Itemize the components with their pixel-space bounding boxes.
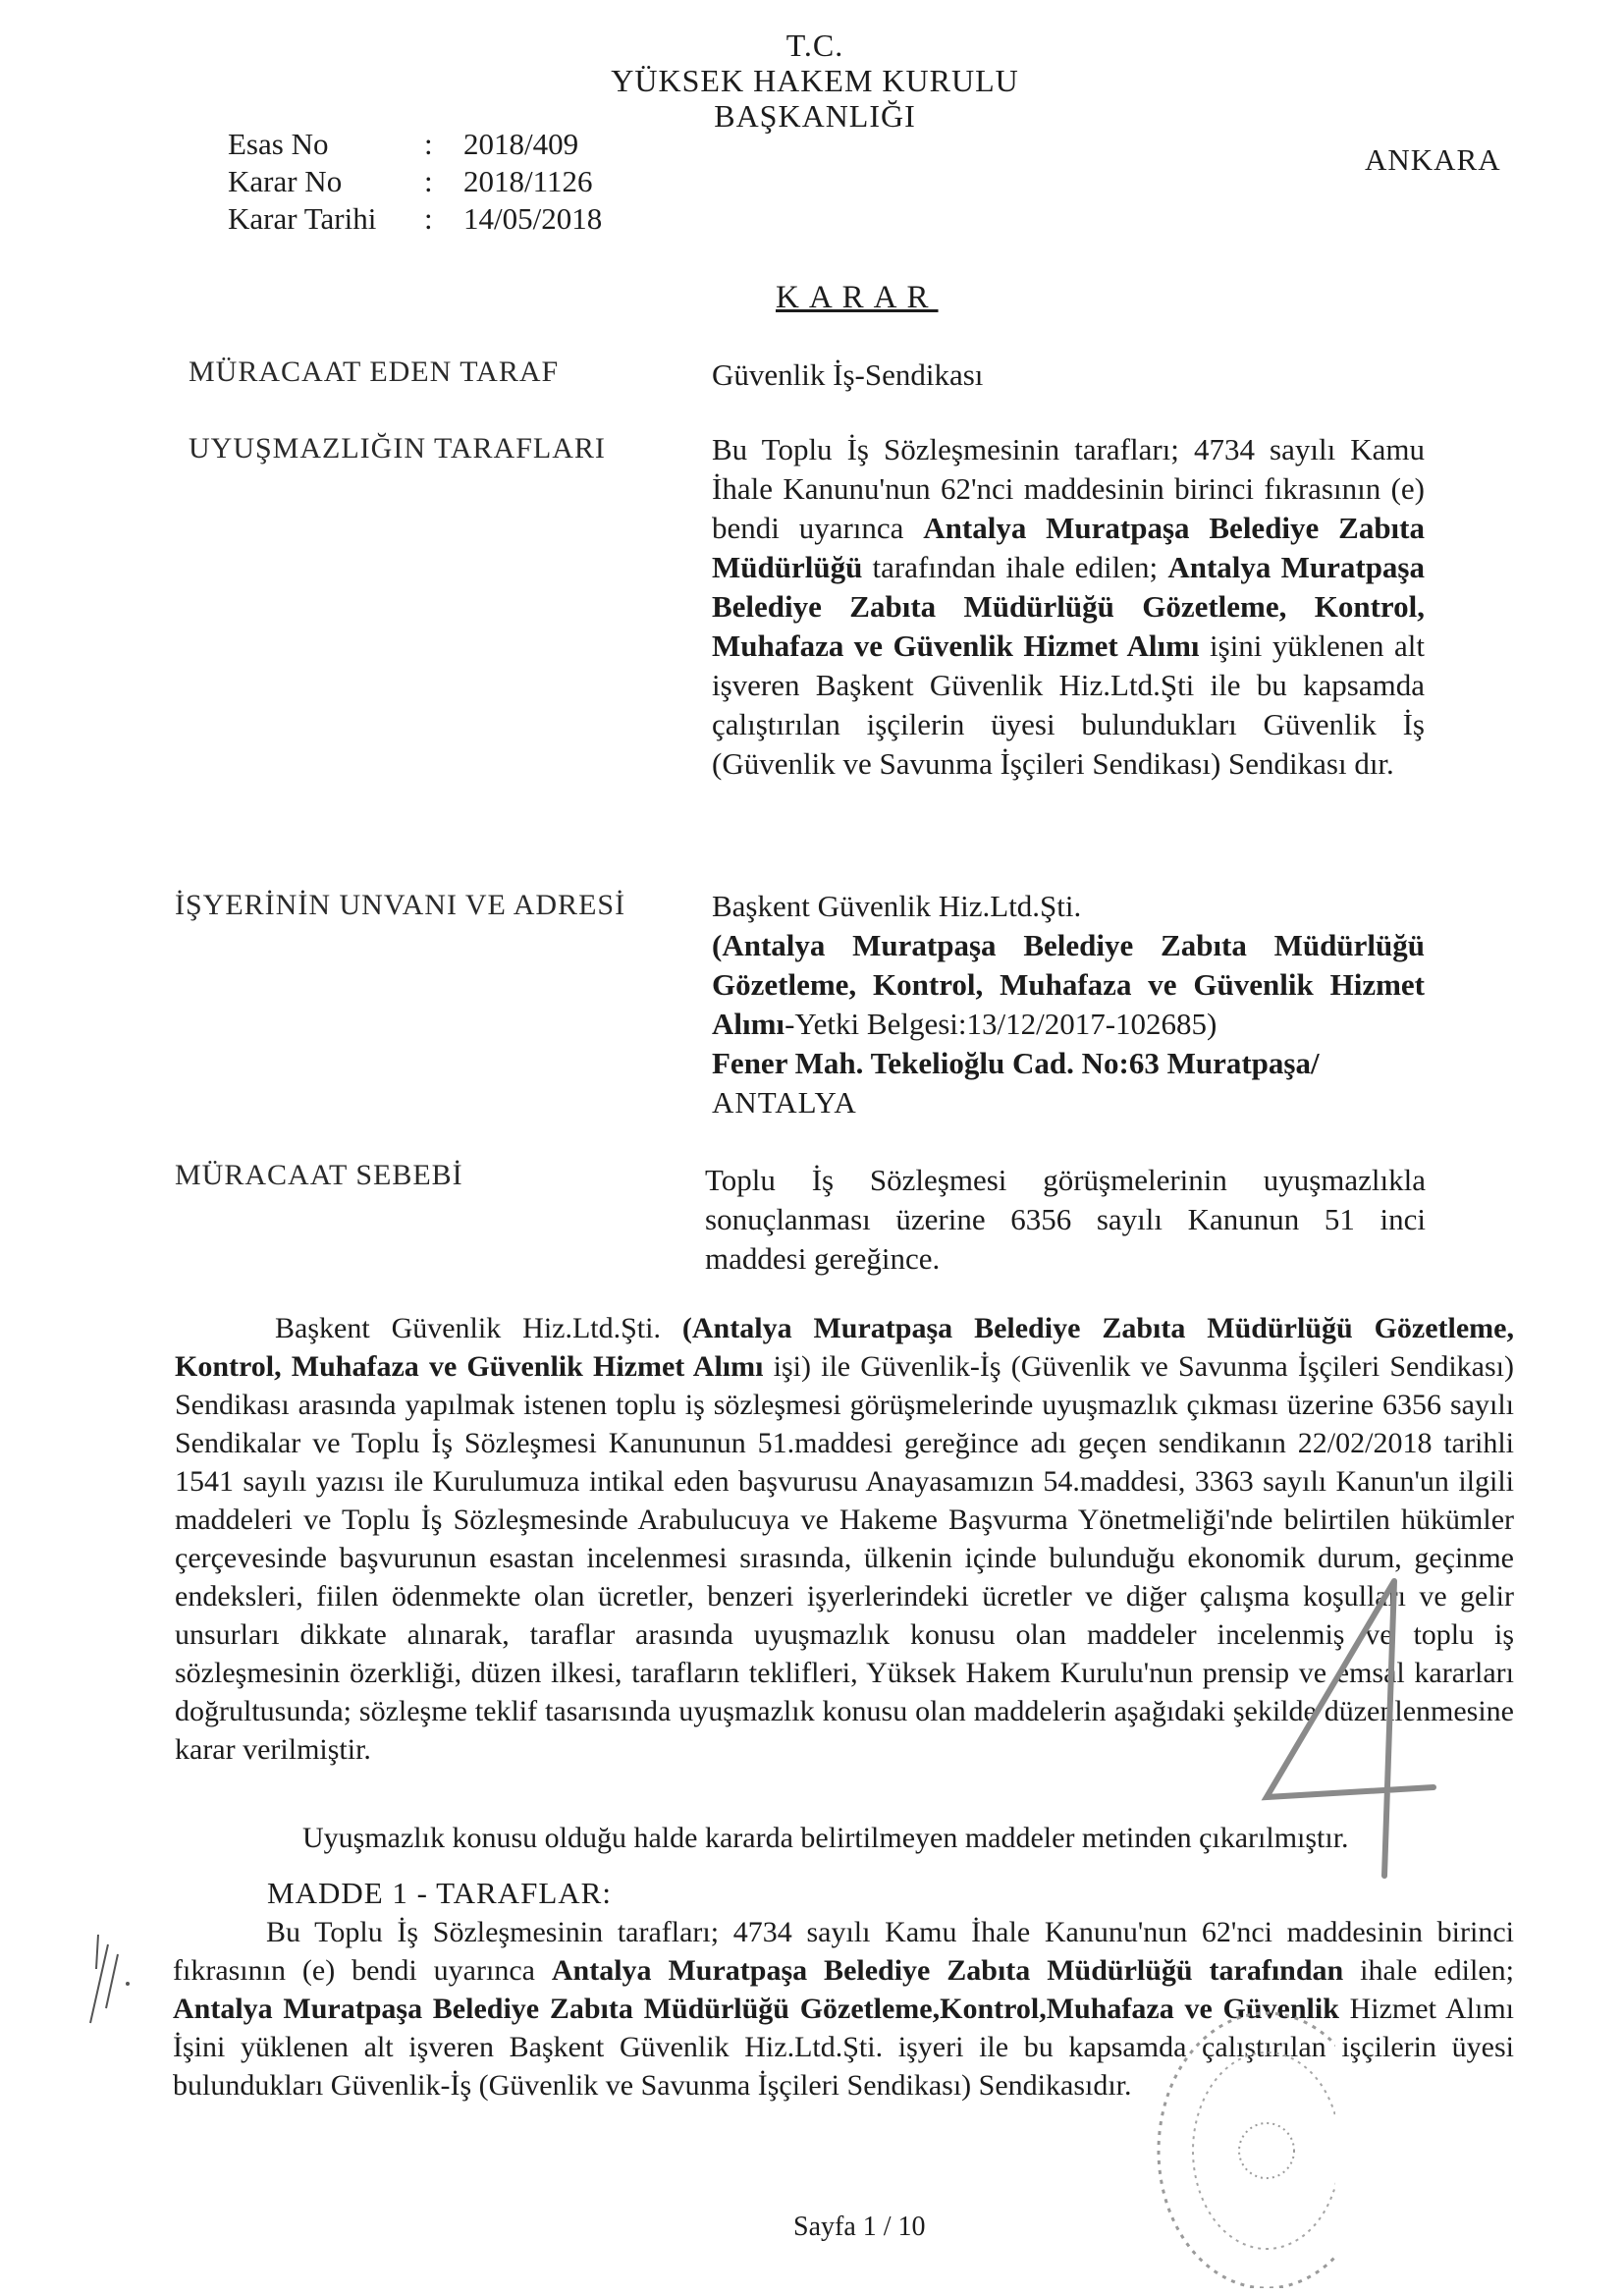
taraflar-label: UYUŞMAZLIĞIN TARAFLARI bbox=[189, 432, 606, 465]
muracaat-eden-value: Güvenlik İş-Sendikası bbox=[712, 357, 984, 392]
madde-text-2: ihale edilen; bbox=[1343, 1954, 1514, 1987]
taraflar-value bbox=[712, 430, 1425, 784]
header-country: T.C. bbox=[785, 27, 844, 63]
isyeri-text-2: ANTALYA bbox=[712, 1085, 857, 1120]
isyeri-bold-1: (Antalya Muratpaşa Belediye Zabıta Müdürlüğü Gözetleme, Kontrol, Muhafaza ve Güvenlik Hizmet Alımı bbox=[712, 928, 1425, 1041]
madde-text-1: Bu Toplu İş Sözleşmesinin tarafları; 4734 sayılı Kamu İhale Kanunu'nun 62'nci maddesinin birinci fıkrasının (e) bendi uyarınca bbox=[173, 1916, 1514, 1987]
body-p1-text-1: Başkent Güvenlik Hiz.Ltd.Şti. bbox=[275, 1312, 682, 1344]
karar-tarihi-label: Karar Tarihi bbox=[228, 201, 377, 236]
page-number: Sayfa 1 / 10 bbox=[793, 2212, 926, 2242]
taraflar-text-2: tarafından ihale edilen; bbox=[862, 550, 1168, 584]
madde-bold-1: Antalya Muratpaşa Belediye Zabıta Müdürlüğü tarafından bbox=[551, 1954, 1344, 1987]
meta-separator: : bbox=[424, 201, 433, 236]
isyeri-value bbox=[712, 887, 1425, 1122]
header-city: ANKARA bbox=[1365, 142, 1501, 177]
page-title: KARAR bbox=[776, 280, 939, 315]
isyeri-label: İŞYERİNİN UNVANI VE ADRESİ bbox=[175, 889, 626, 921]
muracaat-sebebi-label: MÜRACAAT SEBEBİ bbox=[175, 1159, 463, 1191]
madde-bold-2: Antalya Muratpaşa Belediye Zabıta Müdürlüğü Gözetleme,Kontrol,Muhafaza ve Güvenlik bbox=[173, 1993, 1339, 2025]
esas-value: 2018/409 bbox=[463, 127, 579, 161]
body-p1-text-2: işi) ile Güvenlik-İş (Güvenlik ve Savunma İşçileri Sendikası) Sendikası arasında yapılmak istenen toplu iş sözleşmesi görüşmelerinde uyuşmazlık çıkması üzerine 6356 sayılı Sendikalar ve Toplu İş Sözleşmesi Kanununun 51.maddesi gereğince adı geçen sendikanın 22/02/2018 tarihli 1541 sayılı yazısı ile Kurulumuza intikal eden başvurusu Anayasamızın 54.maddesi, 3363 sayılı Kanun'un ilgili maddeleri ve Toplu İş Sözleşmesinde Arabulucuya ve Hakeme Başvurma Yönetmeliği'nde belirtilen hükümler çerçevesinde başvurunun esastan incelenmesi sırasında, ülkenin içinde bulunduğu ekonomik durum, geçinme endeksleri, fiilen ödenmekte olan ücretler, benzeri işyerlerindeki ücretler ve diğer çalışma koşulları ve gelir unsurları dikkate alınarak, taraflar arasında uyuşmazlık konusu olan maddeler incelenmiş ve toplu iş sözleşmesinin özerkliği, düzen ilkesi, tarafların teklifleri, Yüksek Hakem Kurulu'nun prensip ve emsal kararları doğrultusunda; sözleşme teklif tasarısında uyuşmazlık konusu olan maddelerin aşağıdaki şekilde düzenlenmesine karar verilmiştir. bbox=[175, 1350, 1514, 1766]
taraflar-bold-2: Antalya Muratpaşa Belediye Zabıta Müdürlüğü Gözetleme, Kontrol, Muhafaza ve Güvenlik Hizmet Alımı bbox=[712, 550, 1425, 663]
header-block bbox=[550, 27, 1080, 134]
esas-label: Esas No bbox=[228, 127, 329, 161]
official-stamp-icon bbox=[1119, 1984, 1335, 2288]
header-institution: YÜKSEK HAKEM KURULU bbox=[611, 63, 1019, 98]
muracaat-eden-label: MÜRACAAT EDEN TARAF bbox=[189, 355, 560, 388]
karar-no-label: Karar No bbox=[228, 164, 343, 198]
body-paragraph-2: Uyuşmazlık konusu olduğu halde kararda belirtilmeyen maddeler metinden çıkarılmıştır. bbox=[302, 1822, 1349, 1854]
madde-1-title: MADDE 1 - TARAFLAR: bbox=[267, 1876, 612, 1910]
taraflar-bold-1: Antalya Muratpaşa Belediye Zabıta Müdürlüğü bbox=[712, 511, 1425, 584]
isyeri-text-1: -Yetki Belgesi:13/12/2017-102685) bbox=[784, 1007, 1217, 1041]
isyeri-bold-2: Fener Mah. Tekelioğlu Cad. No:63 Muratpaşa/ bbox=[712, 1046, 1320, 1080]
meta-separator: : bbox=[424, 127, 433, 161]
handwritten-mark-icon bbox=[79, 1925, 147, 2033]
karar-no-value: 2018/1126 bbox=[463, 164, 593, 198]
meta-block bbox=[228, 126, 602, 238]
madde-text-3: Hizmet Alımı İşini yüklenen alt işveren Başkent Güvenlik Hiz.Ltd.Şti. işyeri ile bu kapsamda çalıştırılan işçilerin üyesi bulundukları Güvenlik-İş (Güvenlik ve Savunma İşçileri Sendikası) Sendikasıdır. bbox=[173, 1993, 1514, 2102]
meta-separator: : bbox=[424, 164, 433, 198]
karar-tarihi-value: 14/05/2018 bbox=[463, 201, 603, 236]
muracaat-sebebi-value: Toplu İş Sözleşmesi görüşmelerinin uyuşmazlıkla sonuçlanması üzerine 6356 sayılı Kanunun 51 inci maddesi gereğince. bbox=[705, 1163, 1426, 1276]
handwritten-number-icon bbox=[1247, 1571, 1443, 1886]
isyeri-line1: Başkent Güvenlik Hiz.Ltd.Şti. bbox=[712, 889, 1082, 923]
header-department: BAŞKANLIĞI bbox=[714, 98, 916, 134]
body-p1-bold-1: (Antalya Muratpaşa Belediye Zabıta Müdürlüğü Gözetleme, Kontrol, Muhafaza ve Güvenlik Hizmet Alımı bbox=[175, 1312, 1514, 1383]
taraflar-text-1: Bu Toplu İş Sözleşmesinin tarafları; 4734 sayılı Kamu İhale Kanunu'nun 62'nci maddesinin birinci fıkrasının (e) bendi uyarınca bbox=[712, 432, 1425, 545]
taraflar-text-3: işini yüklenen alt işveren Başkent Güvenlik Hiz.Ltd.Şti ile bu kapsamda çalıştırılan işçilerin üyesi bulundukları Güvenlik İş (Güvenlik ve Savunma İşçileri Sendikası) Sendikası dır. bbox=[712, 629, 1425, 781]
